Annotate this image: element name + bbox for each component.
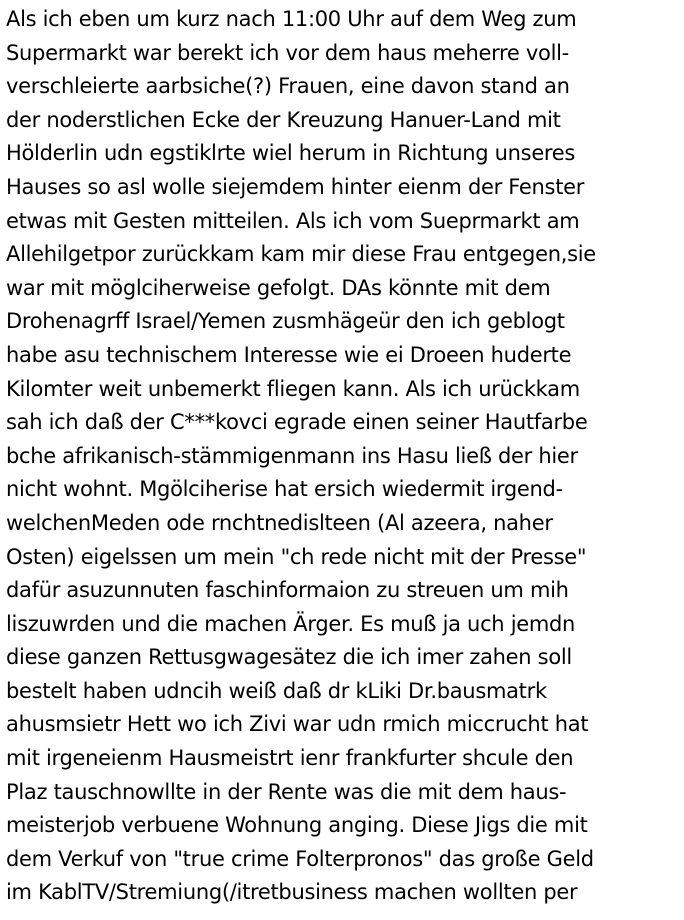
text-line: habe asu technischem Interesse wie ei Droeen huderte [6, 342, 572, 367]
text-line: war mit möglciherweise gefolgt. DAs könnte mit dem [6, 275, 551, 300]
text-line: Osten) eigelssen um mein "ch rede nicht mit der Presse" [6, 544, 587, 569]
text-line: diese ganzen Rettusgwagesätez die ich imer zahen soll [6, 645, 572, 670]
text-line: mit irgeneienm Hausmeistrt ienr frankfurter shcule den [6, 746, 574, 771]
text-line: dem Verkuf von "true crime Folterpronos" das große Geld [6, 846, 594, 871]
text-line: Allehilgetpor zurückkam kam mir diese Frau entgegen,sie [6, 242, 596, 267]
text-line: Supermarkt war berekt ich vor dem haus meherre voll- [6, 40, 569, 65]
text-line: Hauses so asl wolle siejemdem hinter eienm der Fenster [6, 174, 585, 199]
text-line: Als ich eben um kurz nach 11:00 Uhr auf dem Weg zum [6, 7, 577, 31]
text-line: Drohenagrff Israel/Yemen zusmhägeür den ich geblogt [6, 309, 565, 334]
text-line: der noderstlichen Ecke der Kreuzung Hanuer-Land mit [6, 107, 561, 132]
text-line: Hölderlin udn egstiklrte wiel herum in Richtung unseres [6, 141, 576, 166]
text-line: bche afrikanisch-stämmigenmann ins Hasu ließ der hier [6, 443, 578, 468]
text-line: nicht wohnt. Mgölciherise hat ersich wiedermit irgend- [6, 477, 563, 502]
text-line: ahusmsietr Hett wo ich Zivi war udn rmich miccrucht hat [6, 712, 589, 737]
text-line: Plaz tauschnowllte in der Rente was die mit dem haus- [6, 779, 567, 804]
text-line: etwas mit Gesten mitteilen. Als ich vom Sueprmarkt am [6, 208, 580, 233]
text-line: meisterjob verbuene Wohnung anging. Diese Jigs die mit [6, 813, 588, 838]
text-line: Kilomter weit unbemerkt fliegen kann. Als ich urückkam [6, 376, 580, 401]
text-line: im KablTV/Stremiung(/itretbusiness machen wollten per [6, 880, 578, 905]
text-line: bestelt haben udncih weiß daß dr kLiki Dr.bausmatrk [6, 678, 547, 703]
text-line: welchenMeden ode rnchtnedislteen (Al azeera, naher [6, 510, 553, 535]
text-line: dafür asuzunnuten faschinformaion zu streuen um mih [6, 578, 569, 603]
text-line: sah ich daß der C***kovci egrade einen seiner Hautfarbe [6, 410, 588, 435]
text-line: liszuwrden und die machen Ärger. Es muß ja uch jemdn [6, 611, 576, 636]
body-text [6, 3, 682, 910]
text-line: verschleierte aarbsiche(?) Frauen, eine davon stand an [6, 74, 570, 99]
